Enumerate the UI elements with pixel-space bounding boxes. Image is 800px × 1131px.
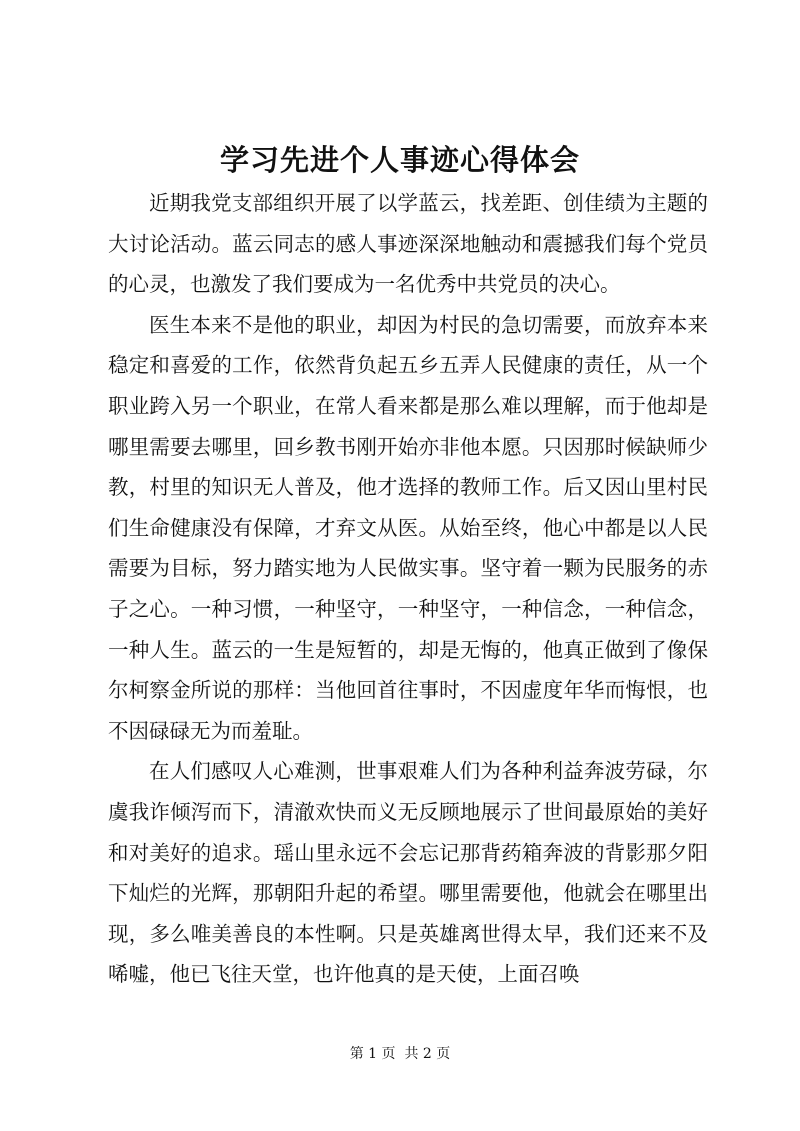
paragraph-2: 医生本来不是他的职业，却因为村民的急切需要，而放弃本来稳定和喜爱的工作，依然背负起五乡五弄人民健康的责任，从一个职业跨入另一个职业，在常人看来都是那么难以理解，而于他却是哪里需要去哪里，回乡教书刚开始亦非他本愿。只因那时候缺师少教，村里的知识无人普及，他才选择的教师工作。后又因山里村民们生命健康没有保障，才弃文从医。从始至终，他心中都是以人民需要为目标，努力踏实地为人民做实事。坚守着一颗为民服务的赤子之心。一种习惯，一种坚守，一种坚守，一种信念，一种信念，一种人生。蓝云的一生是短暂的，却是无悔的，他真正做到了像保尔柯察金所说的那样：当他回首往事时，不因虚度年华而悔恨，也不因碌碌无为而羞耻。 xyxy=(108,312,708,743)
document-title: 学习先进个人事迹心得体会 xyxy=(219,143,580,177)
paragraph-1: 近期我党支部组织开展了以学蓝云，找差距、创佳绩为主题的大讨论活动。蓝云同志的感人事迹深深地触动和震撼我们每个党员的心灵，也激发了我们要成为一名优秀中共党员的决心。 xyxy=(108,191,708,297)
page-footer xyxy=(0,1044,800,1064)
paragraph-3: 在人们感叹人心难测，世事艰难人们为各种利益奔波劳碌，尔虞我诈倾泻而下，清澈欢快而义无反顾地展示了世间最原始的美好和对美好的追求。瑶山里永远不会忘记那背药箱奔波的背影那夕阳下灿烂的光辉，那朝阳升起的希望。哪里需要他，他就会在哪里出现，多么唯美善良的本性啊。只是英雄离世得太早，我们还来不及唏嘘，他已飞往天堂，也许他真的是天使，上面召唤 xyxy=(108,759,708,987)
document-body xyxy=(108,183,708,995)
page-number-label: 第 1 页 共 2 页 xyxy=(349,1046,451,1062)
